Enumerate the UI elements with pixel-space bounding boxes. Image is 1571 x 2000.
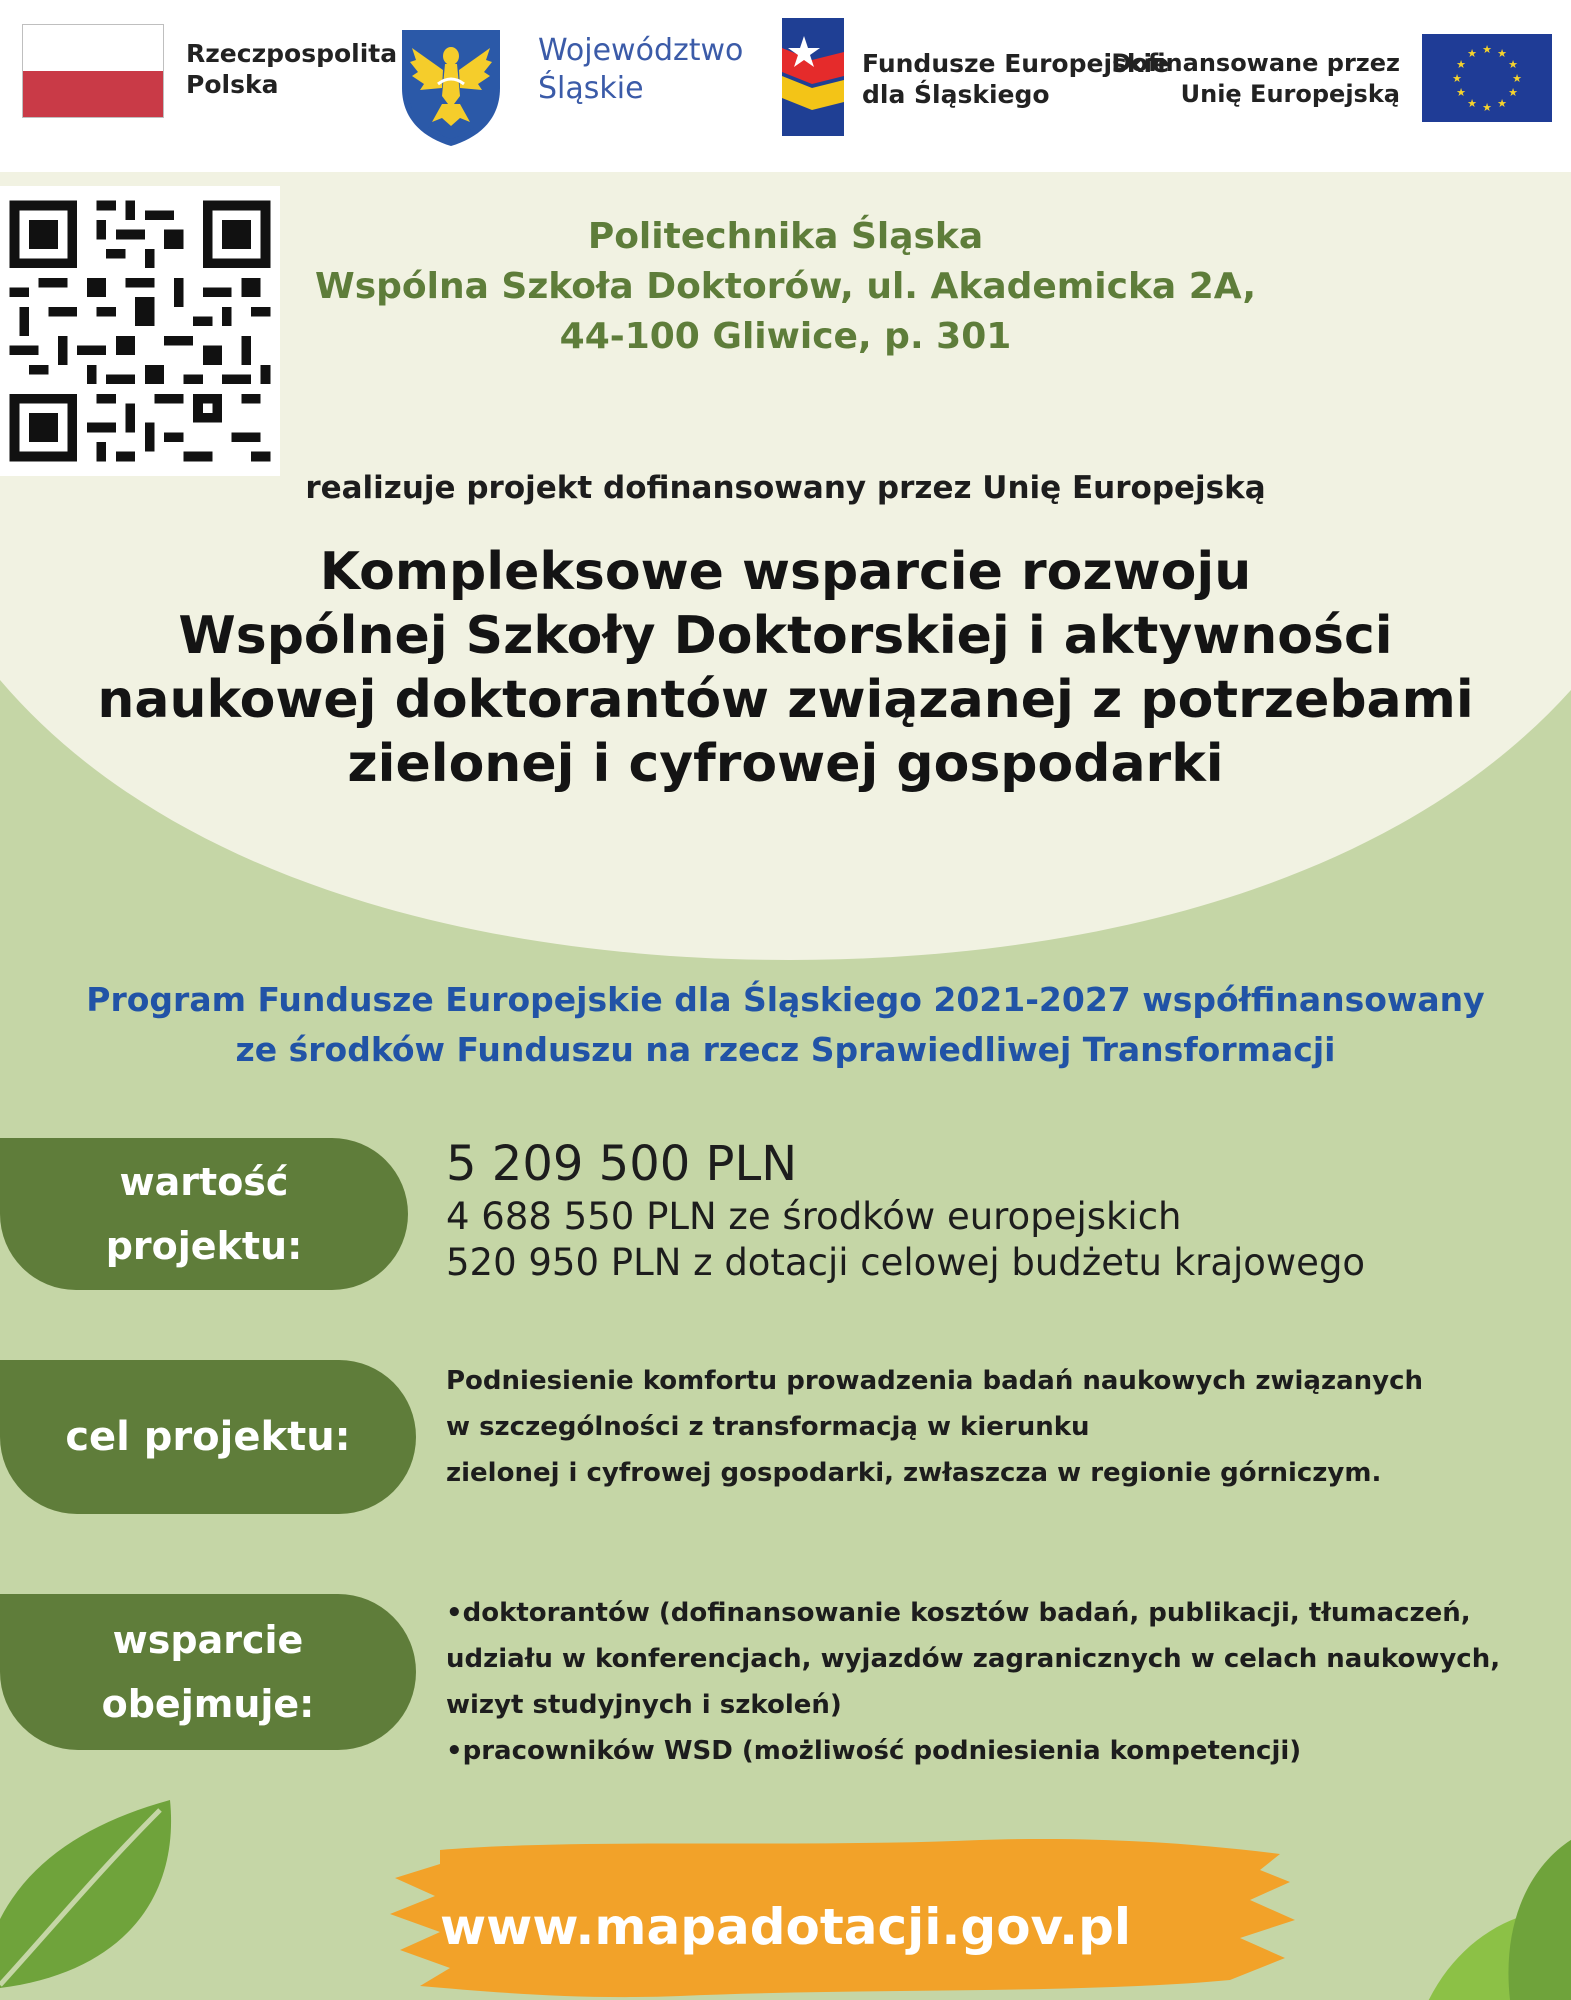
rzeczpospolita-polska-label: Rzeczpospolita Polska [186, 39, 398, 99]
program-text: Program Fundusze Europejskie dla Śląskiego 2021-2027 współfinansowany ze środków Funduszu na rzecz Sprawiedliwej Transformacji [86, 980, 1485, 1069]
address-block: Politechnika Śląska Wspólna Szkoła Doktorów, ul. Akademicka 2A, 44-100 Gliwice, p. 301 [314, 216, 1257, 357]
list-item: •doktorantów (dofinansowanie kosztów badań, publikacji, tłumaczeń, [446, 1598, 1471, 1628]
fundusze-europejskie-logo-icon [782, 18, 844, 136]
project-goal: Podniesienie komfortu prowadzenia badań naukowych związanych w szczególności z transformacją w kierunku zielonej i cyfrowej gospodarki, zwłaszcza w regionie górniczym. [446, 1366, 1424, 1488]
dofinansowane-label: Dofinansowane przez Unię Europejską [1111, 49, 1400, 108]
list-item: udziału w konferencjach, wyjazdów zagranicznych w celach naukowych, [446, 1644, 1501, 1674]
silesia-coat-of-arms-icon [398, 26, 504, 148]
value-label-pill: wartość projektu: [0, 1138, 408, 1290]
leaf-right-icon [1390, 1790, 1571, 2000]
svg-text:★: ★ [1467, 47, 1477, 60]
support-list [446, 1590, 1566, 1774]
svg-text:★: ★ [1508, 86, 1518, 99]
svg-text:★: ★ [1456, 58, 1466, 71]
svg-text:★: ★ [1512, 72, 1522, 85]
goal-label-pill: cel projektu: [0, 1360, 416, 1514]
svg-text:★: ★ [1467, 97, 1477, 110]
website-link[interactable]: www.mapadotacji.gov.pl [439, 1898, 1131, 1956]
fundusze-europejskie-label: Fundusze Europejskie dla Śląskiego [862, 49, 1170, 109]
project-title: Kompleksowe wsparcie rozwoju Wspólnej Szkoły Doktorskiej i aktywności naukowej doktorantów związanej z potrzebami zielonej i cyfrowej gospodarki [97, 542, 1474, 794]
list-item: wizyt studyjnych i szkoleń) [446, 1690, 842, 1720]
eu-flag-icon [1422, 34, 1552, 122]
svg-text:★: ★ [1497, 47, 1507, 60]
svg-text:★: ★ [1497, 97, 1507, 110]
value-national: 520 950 PLN z dotacji celowej budżetu krajowego [446, 1241, 1366, 1284]
svg-text:★: ★ [1456, 86, 1466, 99]
wojewodztwo-slaskie-label: Województwo Śląskie [538, 33, 744, 106]
value-eu: 4 688 550 PLN ze środków europejskich [446, 1195, 1182, 1238]
leaf-left-icon [0, 1790, 200, 2000]
svg-text:★: ★ [1482, 43, 1492, 56]
svg-text:★: ★ [1452, 72, 1462, 85]
list-item: •pracowników WSD (możliwość podniesienia kompetencji) [446, 1736, 1302, 1766]
polish-flag-icon [22, 24, 164, 118]
svg-text:★: ★ [1508, 58, 1518, 71]
svg-text:★: ★ [1482, 101, 1492, 114]
intro-text: realizuje projekt dofinansowany przez Unię Europejską [305, 470, 1266, 506]
value-total: 5 209 500 PLN [446, 1136, 798, 1192]
project-value [446, 1134, 1365, 1286]
logo-bar [0, 0, 1571, 172]
support-label-pill: wsparcie obejmuje: [0, 1594, 416, 1750]
